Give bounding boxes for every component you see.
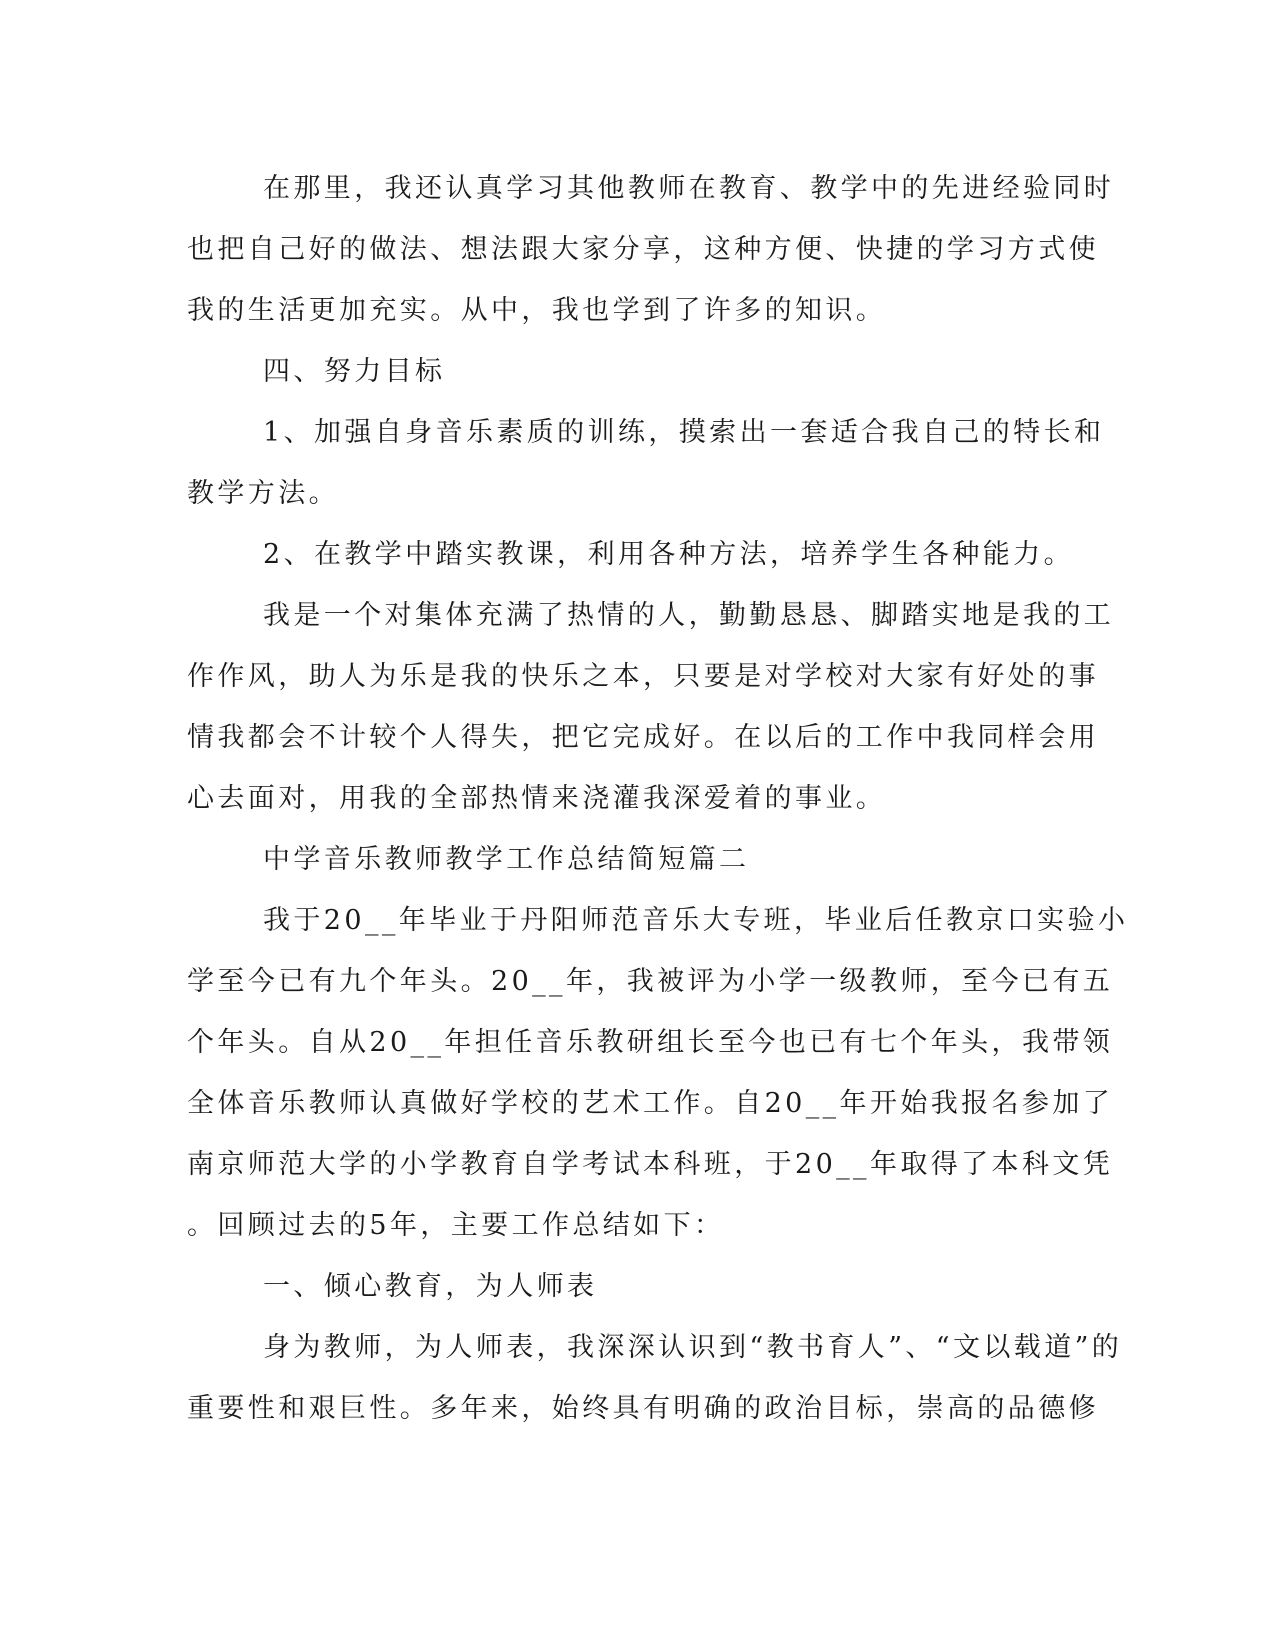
text-line: 情我都会不计较个人得失，把它完成好。在以后的工作中我同样会用 xyxy=(187,722,1099,753)
text-line: 也把自己好的做法、想法跟大家分享，这种方便、快捷的学习方式使 xyxy=(187,234,1099,265)
text-line: 教学方法。 xyxy=(187,478,339,509)
text-line: 我的生活更加充实。从中，我也学到了许多的知识。 xyxy=(187,295,887,326)
document-page xyxy=(187,158,1129,1439)
text-line: 个年头。自从20__年担任音乐教研组长至今也已有七个年头，我带领 xyxy=(187,1027,1114,1058)
text-line: 南京师范大学的小学教育自学考试本科班，于20__年取得了本科文凭 xyxy=(187,1149,1114,1180)
text-line: 学至今已有九个年头。20__年，我被评为小学一级教师，至今已有五 xyxy=(187,966,1114,997)
text-line: 在那里，我还认真学习其他教师在教育、教学中的先进经验同时 xyxy=(263,173,1115,204)
section-heading: 一、倾心教育，为人师表 xyxy=(263,1271,598,1302)
section-heading: 四、努力目标 xyxy=(263,356,446,387)
text-line: 全体音乐教师认真做好学校的艺术工作。自20__年开始我报名参加了 xyxy=(187,1088,1114,1119)
text-line: 心去面对，用我的全部热情来浇灌我深爱着的事业。 xyxy=(187,783,887,814)
text-line: 作作风，助人为乐是我的快乐之本，只要是对学校对大家有好处的事 xyxy=(187,661,1099,692)
text-line: 我是一个对集体充满了热情的人，勤勤恳恳、脚踏实地是我的工 xyxy=(263,600,1115,631)
text-line: 身为教师，为人师表，我深深认识到“教书育人”、“文以载道”的 xyxy=(263,1332,1123,1363)
article-title: 中学音乐教师教学工作总结简短篇二 xyxy=(263,844,750,875)
text-line: 1、加强自身音乐素质的训练，摸索出一套适合我自己的特长和 xyxy=(263,417,1105,448)
text-line: 重要性和艰巨性。多年来，始终具有明确的政治目标，崇高的品德修 xyxy=(187,1393,1099,1424)
text-line: 。回顾过去的5年，主要工作总结如下： xyxy=(187,1210,725,1241)
text-line: 2、在教学中踏实教课，利用各种方法，培养学生各种能力。 xyxy=(263,539,1074,570)
text-line: 我于20__年毕业于丹阳师范音乐大专班，毕业后任教京口实验小 xyxy=(263,905,1129,936)
